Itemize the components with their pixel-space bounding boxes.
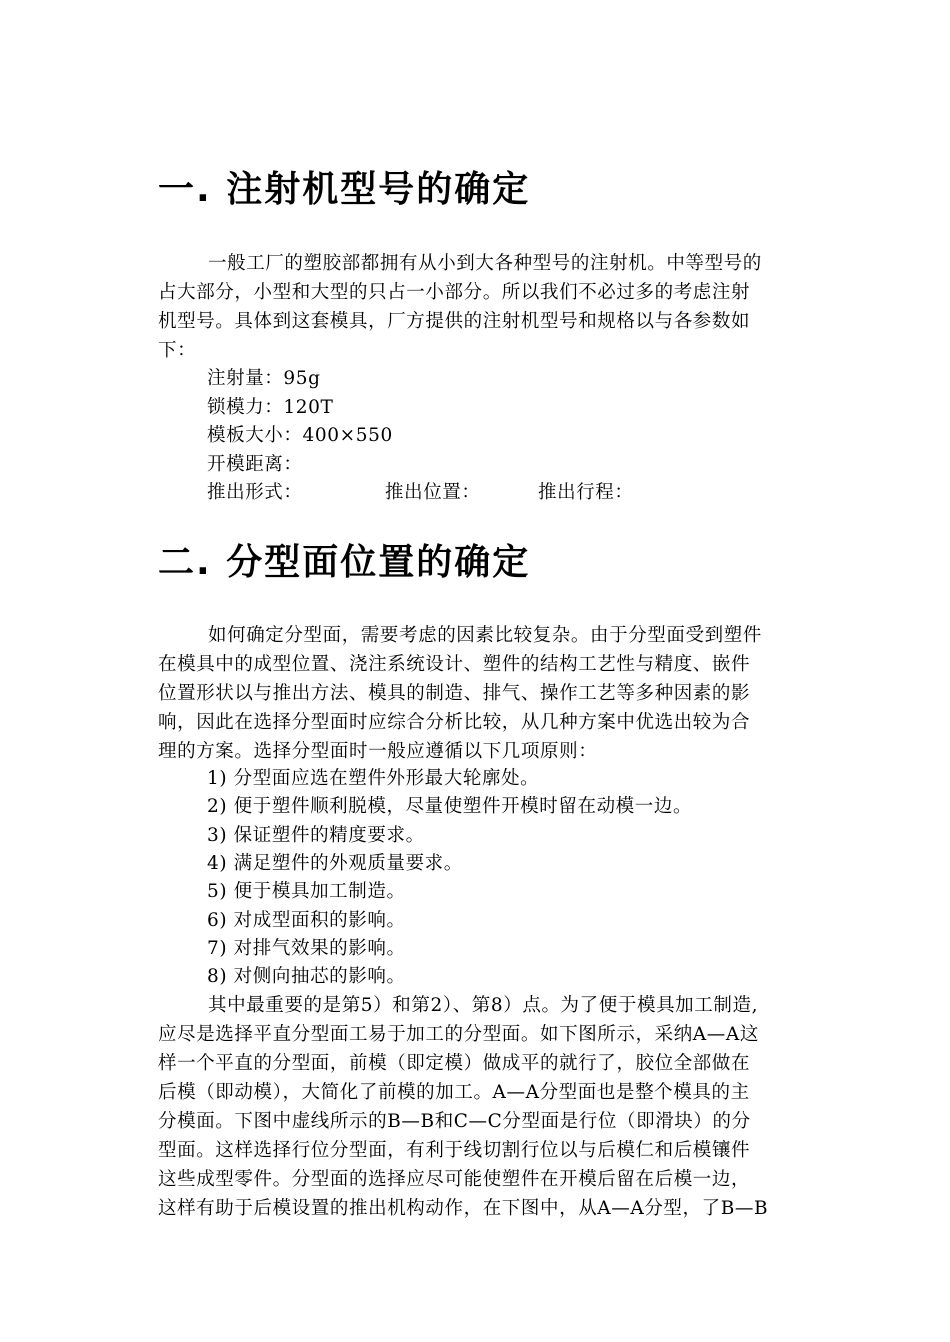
paragraph-line: 后模（即动模），大简化了前模的加工。A—A分型面也是整个模具的主 <box>158 1082 750 1103</box>
param-shot-volume: 注射量：95g <box>207 368 321 389</box>
paragraph-line: 占大部分，小型和大型的只占一小部分。所以我们不必过多的考虑注射 <box>158 282 751 303</box>
paragraph-line: 下： <box>158 340 197 361</box>
paragraph-line: 应尽是选择平直分型面工易于加工的分型面。如下图所示，采纳A—A这 <box>158 1024 759 1045</box>
paragraph-line: 分模面。下图中虚线所示的B—B和C—C分型面是行位（即滑块）的分 <box>158 1111 751 1132</box>
paragraph-line: 其中最重要的是第5）和第2）、第8）点。为了便于模具加工制造, <box>208 995 759 1016</box>
principle-item: 8) 对侧向抽芯的影响。 <box>207 966 406 987</box>
section-1-paragraph <box>158 249 848 365</box>
param-ejection-stroke: 推出行程： <box>538 482 634 503</box>
param-ejection-form: 推出形式： <box>207 482 303 503</box>
section-2-paragraph-2 <box>158 991 848 1223</box>
principle-item: 1) 分型面应选在塑件外形最大轮廓处。 <box>207 768 540 789</box>
principle-item: 3) 保证塑件的精度要求。 <box>207 825 425 846</box>
paragraph-line: 样一个平直的分型面，前模（即定模）做成平的就行了，胶位全部做在 <box>158 1053 751 1074</box>
section-2-title: 二. 分型面位置的确定 <box>158 542 531 583</box>
paragraph-line: 这样有助于后模设置的推出机构动作，在下图中，从A—A分型，了B—B <box>158 1198 769 1219</box>
param-clamp-force: 锁模力：120T <box>207 397 334 418</box>
paragraph-line: 如何确定分型面，需要考虑的因素比较复杂。由于分型面受到塑件 <box>208 625 762 646</box>
param-platen-size: 模板大小：400×550 <box>207 425 393 446</box>
principle-item: 6) 对成型面积的影响。 <box>207 910 406 931</box>
principle-item: 4) 满足塑件的外观质量要求。 <box>207 853 463 874</box>
principle-item: 7) 对排气效果的影响。 <box>207 938 406 959</box>
section-2-paragraph-1 <box>158 621 848 766</box>
paragraph-line: 一般工厂的塑胶部都拥有从小到大各种型号的注射机。中等型号的 <box>208 253 762 274</box>
paragraph-line: 理的方案。选择分型面时一般应遵循以下几项原则： <box>158 741 598 762</box>
paragraph-line: 在模具中的成型位置、浇注系统设计、塑件的结构工艺性与精度、嵌件 <box>158 654 751 675</box>
paragraph-line: 响，因此在选择分型面时应综合分析比较，从几种方案中优选出较为合 <box>158 712 751 733</box>
paragraph-line: 位置形状以与推出方法、模具的制造、排气、操作工艺等多种因素的影 <box>158 683 751 704</box>
param-ejection-position: 推出位置： <box>385 482 481 503</box>
paragraph-line: 型面。这样选择行位分型面，有利于线切割行位以与后模仁和后模镶件 <box>158 1140 751 1161</box>
principle-item: 2) 便于塑件顺利脱模，尽量使塑件开模时留在动模一边。 <box>207 796 693 817</box>
paragraph-line: 这些成型零件。分型面的选择应尽可能使塑件在开模后留在后模一边， <box>158 1169 751 1190</box>
principle-item: 5) 便于模具加工制造。 <box>207 881 406 902</box>
section-1-title: 一. 注射机型号的确定 <box>158 169 531 210</box>
param-opening-distance: 开模距离： <box>207 454 303 475</box>
paragraph-line: 机型号。具体到这套模具，厂方提供的注射机型号和规格以与各参数如 <box>158 311 751 332</box>
